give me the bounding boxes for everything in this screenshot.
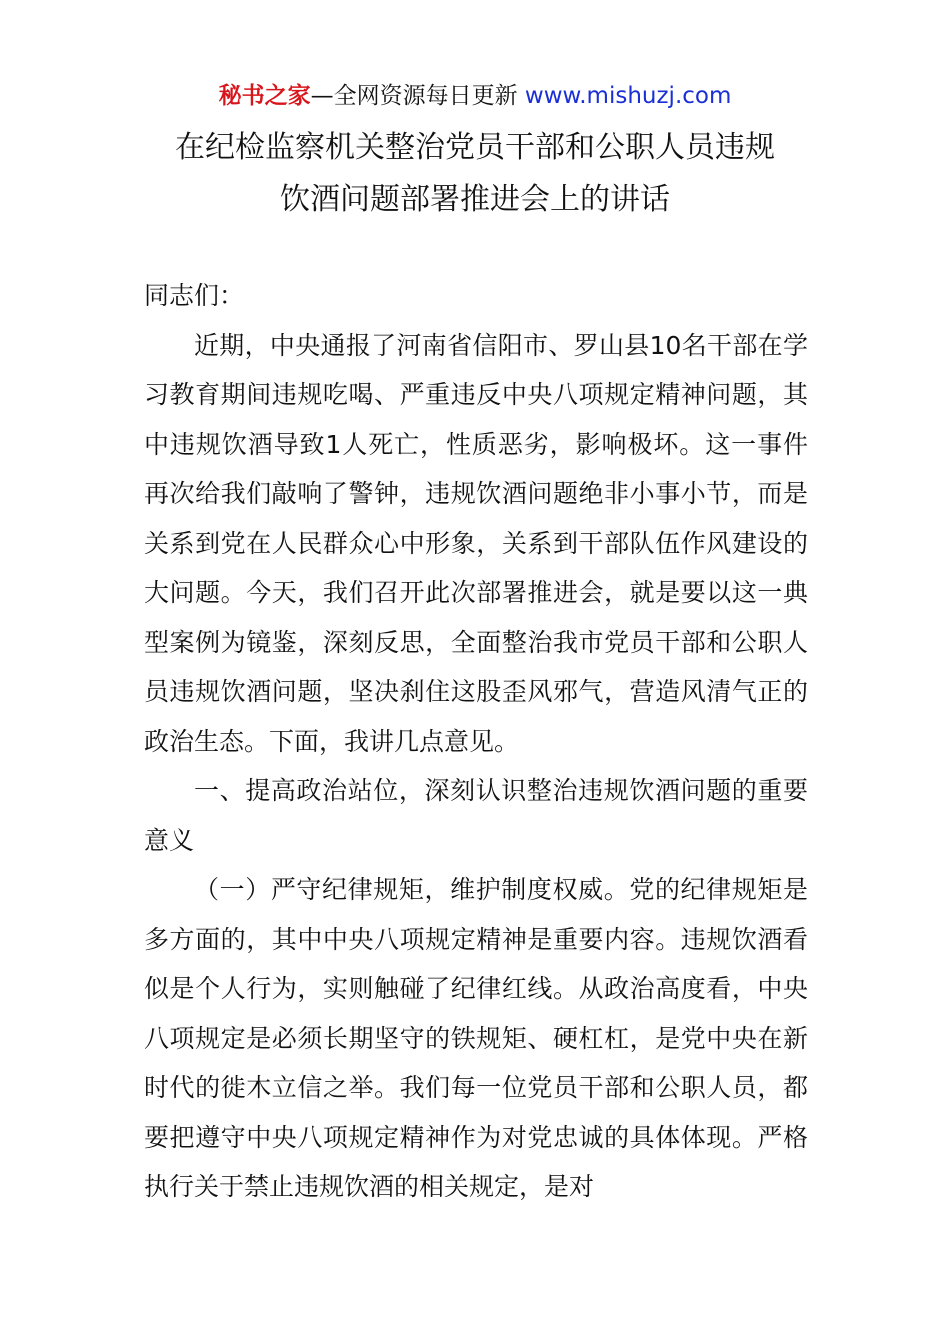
brand-name: 秘书之家 [218, 83, 311, 109]
document-title [0, 122, 950, 226]
title-line-2: 饮酒问题部署推进会上的讲话 [280, 182, 670, 217]
site-url-link[interactable]: www.mishuzj.com [524, 83, 732, 109]
paragraph-intro: 近期，中央通报了河南省信阳市、罗山县10名干部在学习教育期间违规吃喝、严重违反中央八项规定精神问题，其中违规饮酒导致1人死亡，性质恶劣，影响极坏。这一事件再次给我们敲响了警钟，违规饮酒问题绝非小事小节，而是关系到党在人民群众心中形象，关系到干部队伍作风建设的大问题。今天，我们召开此次部署推进会，就是要以这一典型案例为镜鉴，深刻反思，全面整治我市党员干部和公职人员违规饮酒问题，坚决刹住这股歪风邪气，营造风清气正的政治生态。下面，我讲几点意见。 [144, 330, 808, 756]
site-header [0, 80, 950, 112]
title-line-1: 在纪检监察机关整治党员干部和公职人员违规 [175, 130, 775, 165]
site-tagline: —全网资源每日更新 [310, 83, 525, 109]
paragraph-subsection-1: （一）严守纪律规矩，维护制度权威。党的纪律规矩是多方面的，其中中央八项规定精神是重要内容。违规饮酒看似是个人行为，实则触碰了纪律红线。从政治高度看，中央八项规定是必须长期坚守的铁规矩、硬杠杠，是党中央在新时代的徙木立信之举。我们每一位党员干部和公职人员，都要把遵守中央八项规定精神作为对党忠诚的具体体现。严格执行关于禁止违规饮酒的相关规定，是对 [144, 875, 808, 1201]
salutation: 同志们： [144, 281, 245, 310]
document-body [144, 271, 808, 1212]
section-heading-1: 一、提高政治站位，深刻认识整治违规饮酒问题的重要意义 [144, 776, 808, 855]
